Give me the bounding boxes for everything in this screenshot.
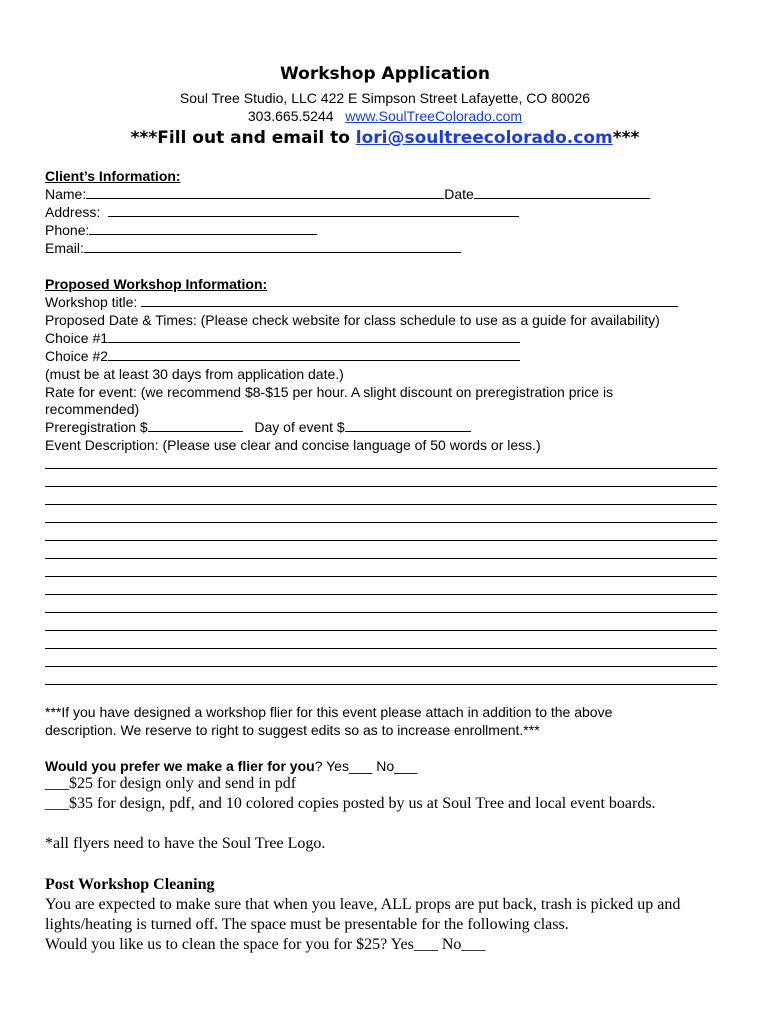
cleaning-line1: You are expected to make sure that when you leave, ALL props are put back, trash is picked up and xyxy=(45,896,681,913)
choice2-row xyxy=(45,348,520,364)
prereg-field[interactable] xyxy=(148,419,243,432)
phone-field[interactable] xyxy=(89,222,317,235)
logo-note: *all flyers need to have the Soul Tree Logo. xyxy=(45,835,326,852)
studio-address: Soul Tree Studio, LLC 422 E Simpson Street Lafayette, CO 80026 xyxy=(179,90,591,106)
workshop-heading: Proposed Workshop Information: xyxy=(45,276,268,292)
description-line[interactable] xyxy=(45,558,717,559)
description-line[interactable] xyxy=(45,576,717,577)
description-line[interactable] xyxy=(45,504,717,505)
email-link[interactable]: lori@soultreecolorado.com xyxy=(355,128,613,148)
price-row xyxy=(45,419,471,435)
address-row xyxy=(45,204,519,220)
cleaning-line2: lights/heating is turned off. The space must be presentable for the following class. xyxy=(45,916,569,933)
address-label: Address: xyxy=(45,204,101,220)
workshop-title-label: Workshop title: xyxy=(45,294,138,310)
name-row xyxy=(45,186,650,202)
date-label: Date xyxy=(444,186,474,202)
rate-line1: Rate for event: (we recommend $8-$15 per hour. A slight discount on preregistration price is xyxy=(45,384,614,400)
flier-question-text: Would you prefer we make a flier for you xyxy=(45,758,315,774)
notice-text: (must be at least 30 days from application date.) xyxy=(45,366,344,382)
rate-line2: recommended) xyxy=(45,401,140,417)
description-line[interactable] xyxy=(45,522,717,523)
date-field[interactable] xyxy=(474,186,650,199)
cleaning-heading: Post Workshop Cleaning xyxy=(45,876,215,893)
name-label: Name: xyxy=(45,186,87,202)
description-line[interactable] xyxy=(45,612,717,613)
choice2-field[interactable] xyxy=(108,348,520,361)
choice2-label: Choice #2 xyxy=(45,348,109,364)
flier-note-line2: description. We reserve to right to suggest edits so as to increase enrollment.*** xyxy=(45,722,540,738)
description-line[interactable] xyxy=(45,486,717,487)
address-field[interactable] xyxy=(108,204,519,217)
contact-line xyxy=(0,108,770,124)
fill-instruction xyxy=(0,128,770,148)
phone-row xyxy=(45,222,317,238)
description-line[interactable] xyxy=(45,468,717,469)
flier-note-line1: ***If you have designed a workshop flier for this event please attach in addition to the above xyxy=(45,704,613,720)
description-line[interactable] xyxy=(45,540,717,541)
email-row xyxy=(45,240,461,256)
studio-phone: 303.665.5244 xyxy=(247,108,334,124)
prereg-label: Preregistration $ xyxy=(45,419,148,435)
choice1-row xyxy=(45,330,520,346)
fill-prefix: ***Fill out and email to xyxy=(130,128,356,148)
flier-option1[interactable]: ___$25 for design only and send in pdf xyxy=(45,775,297,792)
description-line[interactable] xyxy=(45,666,717,667)
description-line[interactable] xyxy=(45,630,717,631)
description-line[interactable] xyxy=(45,648,717,649)
dates-label: Proposed Date & Times: (Please check website for class schedule to use as a guide for availability) xyxy=(45,312,660,328)
email-label: Email: xyxy=(45,240,84,256)
phone-label: Phone: xyxy=(45,222,90,238)
flier-question xyxy=(45,758,417,774)
cleaning-question[interactable]: Would you like us to clean the space for you for $25? Yes___ No___ xyxy=(45,936,486,953)
email-field[interactable] xyxy=(84,240,461,253)
choice1-label: Choice #1 xyxy=(45,330,109,346)
flier-option2[interactable]: ___$35 for design, pdf, and 10 colored copies posted by us at Soul Tree and local event boards. xyxy=(45,795,656,812)
client-heading: Client’s Information: xyxy=(45,168,181,184)
dayof-label: Day of event $ xyxy=(254,419,345,435)
name-field[interactable] xyxy=(86,186,444,199)
fill-suffix: *** xyxy=(612,128,640,148)
description-line[interactable] xyxy=(45,684,717,685)
page-title: Workshop Application xyxy=(280,64,490,84)
choice1-field[interactable] xyxy=(108,330,520,343)
flier-yes-no[interactable]: ? Yes___ No___ xyxy=(314,758,418,774)
website-link[interactable]: www.SoulTreeColorado.com xyxy=(345,108,523,124)
description-label: Event Description: (Please use clear and concise language of 50 words or less.) xyxy=(45,437,541,453)
workshop-title-row xyxy=(45,294,678,310)
workshop-title-field[interactable] xyxy=(141,294,678,307)
description-line[interactable] xyxy=(45,594,717,595)
dayof-field[interactable] xyxy=(345,419,471,432)
